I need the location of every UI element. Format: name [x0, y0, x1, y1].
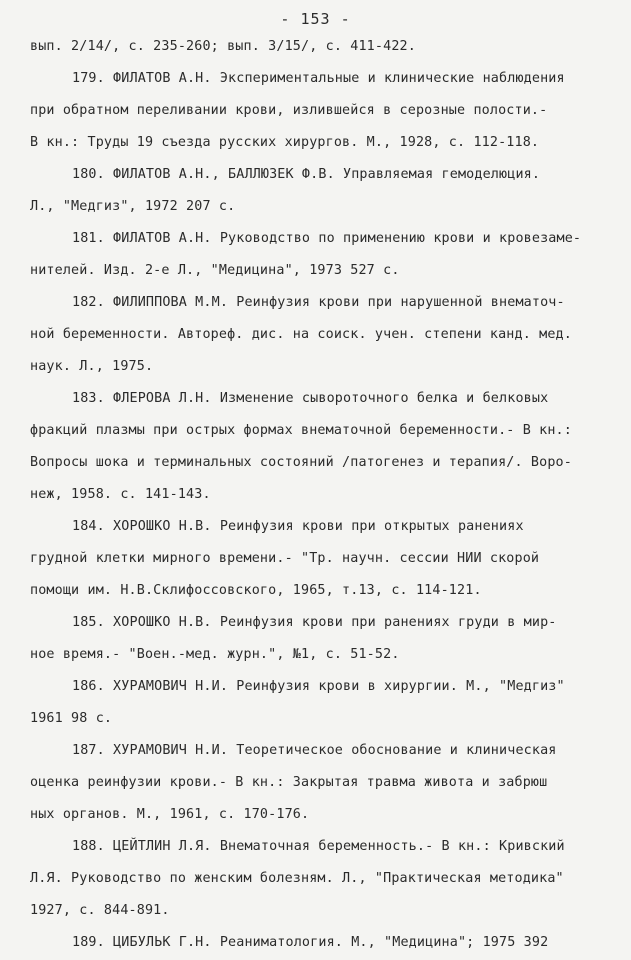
text-line: В кн.: Труды 19 съезда русских хирургов. М., 1928, с. 112-118. [30, 135, 540, 150]
text-line: 186. ХУРАМОВИЧ Н.И. Реинфузия крови в хирургии. М., "Медгиз" [72, 679, 565, 694]
text-line: 181. ФИЛАТОВ А.Н. Руководство по применению крови и кровезаме- [72, 231, 582, 246]
text-line: 189. ЦИБУЛЬК Г.Н. Реаниматология. М., "Медицина"; 1975 392 [72, 935, 549, 950]
text-line: 184. ХОРОШКО Н.В. Реинфузия крови при открытых ранениях [72, 519, 524, 534]
text-line: Л.Я. Руководство по женским болезням. Л., "Практическая методика" [30, 871, 564, 886]
text-line: 1927, с. 844-891. [30, 903, 170, 918]
text-line: неж, 1958. с. 141-143. [30, 487, 211, 502]
page-number: - 153 - [280, 10, 351, 28]
text-line: помощи им. Н.В.Склифоссовского, 1965, т.13, с. 114-121. [30, 583, 482, 598]
text-line: 188. ЦЕЙТЛИН Л.Я. Внематочная беременность.- В кн.: Кривский [72, 839, 565, 854]
text-line: 187. ХУРАМОВИЧ Н.И. Теоретическое обоснование и клиническая [72, 743, 557, 758]
text-line: ное время.- "Воен.-мед. журн.", №1, с. 51-52. [30, 647, 400, 662]
text-line: 179. ФИЛАТОВ А.Н. Экспериментальные и клинические наблюдения [72, 71, 565, 86]
text-line: вып. 2/14/, с. 235-260; вып. 3/15/, с. 411-422. [30, 39, 416, 54]
text-line: фракций плазмы при острых формах внематочной беременности.- В кн.: [30, 423, 572, 438]
text-line: нителей. Изд. 2-е Л., "Медицина", 1973 527 с. [30, 263, 400, 278]
text-line: Л., "Медгиз", 1972 207 с. [30, 199, 236, 214]
text-line: 182. ФИЛИППОВА М.М. Реинфузия крови при нарушенной внематоч- [72, 295, 565, 310]
text-line: Вопросы шока и терминальных состояний /патогенез и терапия/. Воро- [30, 455, 572, 470]
text-line: 1961 98 с. [30, 711, 113, 726]
text-line: оценка реинфузии крови.- В кн.: Закрытая травма живота и забрюш [30, 775, 548, 790]
text-line: 183. ФЛЕРОВА Л.Н. Изменение сывороточного белка и белковых [72, 391, 549, 406]
text-line: грудной клетки мирного времени.- "Тр. научн. сессии НИИ скорой [30, 551, 540, 566]
text-line: 185. ХОРОШКО Н.В. Реинфузия крови при ранениях груди в мир- [72, 615, 557, 630]
text-line: наук. Л., 1975. [30, 359, 154, 374]
text-line: ных органов. М., 1961, с. 170-176. [30, 807, 310, 822]
text-line: при обратном переливании крови, излившейся в серозные полости.- [30, 103, 548, 118]
text-line: ной беременности. Автореф. дис. на соиск. учен. степени канд. мед. [30, 327, 572, 342]
text-line: 180. ФИЛАТОВ А.Н., БАЛЛЮЗЕК Ф.В. Управляемая гемоделюция. [72, 167, 541, 182]
